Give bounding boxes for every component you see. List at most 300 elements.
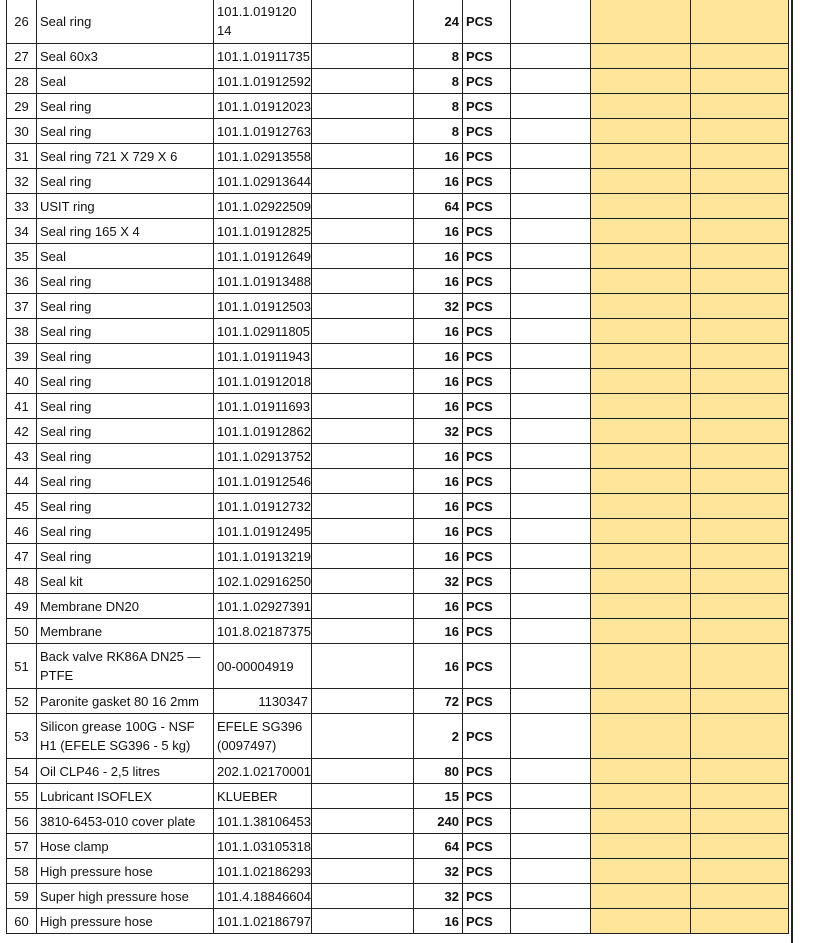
- highlighted-input-cell[interactable]: [590, 419, 690, 444]
- highlighted-input-cell[interactable]: [590, 369, 690, 394]
- item-code-cell[interactable]: 101.1.01913219: [214, 544, 312, 569]
- item-code-cell[interactable]: 101.1.01912546: [214, 469, 312, 494]
- empty-cell[interactable]: [510, 219, 590, 244]
- quantity-cell[interactable]: 8: [413, 44, 462, 69]
- highlighted-input-cell[interactable]: [690, 569, 788, 594]
- row-number-cell[interactable]: 49: [7, 594, 37, 619]
- empty-cell[interactable]: [311, 644, 413, 689]
- quantity-cell[interactable]: 16: [413, 144, 462, 169]
- highlighted-input-cell[interactable]: [690, 169, 788, 194]
- quantity-cell[interactable]: 32: [413, 294, 462, 319]
- item-name-cell[interactable]: Seal ring: [37, 344, 214, 369]
- row-number-cell[interactable]: 29: [7, 94, 37, 119]
- item-code-cell[interactable]: 102.1.02916250: [214, 569, 312, 594]
- row-number-cell[interactable]: 53: [7, 714, 37, 759]
- highlighted-input-cell[interactable]: [690, 244, 788, 269]
- row-number-cell[interactable]: 52: [7, 689, 37, 714]
- highlighted-input-cell[interactable]: [590, 519, 690, 544]
- highlighted-input-cell[interactable]: [690, 469, 788, 494]
- highlighted-input-cell[interactable]: [690, 544, 788, 569]
- empty-cell[interactable]: [311, 834, 413, 859]
- unit-cell[interactable]: PCS: [462, 494, 510, 519]
- row-number-cell[interactable]: 48: [7, 569, 37, 594]
- empty-cell[interactable]: [510, 809, 590, 834]
- highlighted-input-cell[interactable]: [690, 519, 788, 544]
- item-name-cell[interactable]: Seal ring: [37, 519, 214, 544]
- item-code-cell[interactable]: 101.1.01912592: [214, 69, 312, 94]
- highlighted-input-cell[interactable]: [690, 494, 788, 519]
- empty-cell[interactable]: [510, 344, 590, 369]
- item-name-cell[interactable]: Super high pressure hose: [37, 884, 214, 909]
- item-name-cell[interactable]: Seal ring: [37, 544, 214, 569]
- item-name-cell[interactable]: Seal ring: [37, 494, 214, 519]
- quantity-cell[interactable]: 16: [413, 469, 462, 494]
- highlighted-input-cell[interactable]: [690, 859, 788, 884]
- highlighted-input-cell[interactable]: [590, 644, 690, 689]
- row-number-cell[interactable]: 26: [7, 0, 37, 44]
- empty-cell[interactable]: [311, 69, 413, 94]
- highlighted-input-cell[interactable]: [590, 319, 690, 344]
- row-number-cell[interactable]: 33: [7, 194, 37, 219]
- row-number-cell[interactable]: 35: [7, 244, 37, 269]
- highlighted-input-cell[interactable]: [690, 319, 788, 344]
- highlighted-input-cell[interactable]: [590, 469, 690, 494]
- highlighted-input-cell[interactable]: [690, 714, 788, 759]
- item-code-cell[interactable]: KLUEBER: [214, 784, 312, 809]
- quantity-cell[interactable]: 16: [413, 644, 462, 689]
- highlighted-input-cell[interactable]: [690, 69, 788, 94]
- empty-cell[interactable]: [311, 419, 413, 444]
- empty-cell[interactable]: [311, 544, 413, 569]
- highlighted-input-cell[interactable]: [590, 544, 690, 569]
- empty-cell[interactable]: [510, 169, 590, 194]
- item-code-cell[interactable]: 101.1.01912495: [214, 519, 312, 544]
- highlighted-input-cell[interactable]: [590, 244, 690, 269]
- row-number-cell[interactable]: 32: [7, 169, 37, 194]
- highlighted-input-cell[interactable]: [690, 644, 788, 689]
- empty-cell[interactable]: [311, 219, 413, 244]
- unit-cell[interactable]: PCS: [462, 269, 510, 294]
- unit-cell[interactable]: PCS: [462, 94, 510, 119]
- highlighted-input-cell[interactable]: [590, 69, 690, 94]
- item-code-cell[interactable]: 101.1.01912023: [214, 94, 312, 119]
- item-name-cell[interactable]: Seal ring 721 X 729 X 6: [37, 144, 214, 169]
- item-code-cell[interactable]: 101.1.03105318: [214, 834, 312, 859]
- item-code-cell[interactable]: 101.1.01912763: [214, 119, 312, 144]
- item-name-cell[interactable]: Seal ring: [37, 169, 214, 194]
- empty-cell[interactable]: [510, 519, 590, 544]
- item-name-cell[interactable]: Seal 60x3: [37, 44, 214, 69]
- unit-cell[interactable]: PCS: [462, 784, 510, 809]
- item-name-cell[interactable]: 3810-6453-010 cover plate: [37, 809, 214, 834]
- empty-cell[interactable]: [510, 319, 590, 344]
- empty-cell[interactable]: [510, 834, 590, 859]
- unit-cell[interactable]: PCS: [462, 294, 510, 319]
- quantity-cell[interactable]: 16: [413, 344, 462, 369]
- row-number-cell[interactable]: 56: [7, 809, 37, 834]
- quantity-cell[interactable]: 2: [413, 714, 462, 759]
- item-code-cell[interactable]: 101.1.02913558: [214, 144, 312, 169]
- highlighted-input-cell[interactable]: [690, 809, 788, 834]
- quantity-cell[interactable]: 16: [413, 244, 462, 269]
- item-name-cell[interactable]: Seal ring: [37, 419, 214, 444]
- empty-cell[interactable]: [510, 394, 590, 419]
- row-number-cell[interactable]: 45: [7, 494, 37, 519]
- item-name-cell[interactable]: Silicon grease 100G - NSF H1 (EFELE SG396 - 5 kg): [37, 714, 214, 759]
- empty-cell[interactable]: [510, 909, 590, 934]
- item-name-cell[interactable]: Paronite gasket 80 16 2mm: [37, 689, 214, 714]
- item-code-cell[interactable]: 101.1.38106453: [214, 809, 312, 834]
- highlighted-input-cell[interactable]: [690, 884, 788, 909]
- quantity-cell[interactable]: 16: [413, 544, 462, 569]
- highlighted-input-cell[interactable]: [590, 394, 690, 419]
- highlighted-input-cell[interactable]: [590, 94, 690, 119]
- quantity-cell[interactable]: 32: [413, 859, 462, 884]
- empty-cell[interactable]: [311, 469, 413, 494]
- unit-cell[interactable]: PCS: [462, 569, 510, 594]
- quantity-cell[interactable]: 16: [413, 169, 462, 194]
- item-name-cell[interactable]: High pressure hose: [37, 909, 214, 934]
- empty-cell[interactable]: [510, 269, 590, 294]
- empty-cell[interactable]: [311, 394, 413, 419]
- item-code-cell[interactable]: 101.1.01911735: [214, 44, 312, 69]
- highlighted-input-cell[interactable]: [590, 219, 690, 244]
- item-name-cell[interactable]: Lubricant ISOFLEX: [37, 784, 214, 809]
- item-name-cell[interactable]: Seal: [37, 244, 214, 269]
- row-number-cell[interactable]: 54: [7, 759, 37, 784]
- unit-cell[interactable]: PCS: [462, 444, 510, 469]
- highlighted-input-cell[interactable]: [690, 619, 788, 644]
- highlighted-input-cell[interactable]: [590, 444, 690, 469]
- row-number-cell[interactable]: 30: [7, 119, 37, 144]
- item-code-cell[interactable]: 101.1.02913644: [214, 169, 312, 194]
- highlighted-input-cell[interactable]: [690, 344, 788, 369]
- unit-cell[interactable]: PCS: [462, 344, 510, 369]
- highlighted-input-cell[interactable]: [690, 689, 788, 714]
- quantity-cell[interactable]: 8: [413, 94, 462, 119]
- empty-cell[interactable]: [510, 714, 590, 759]
- row-number-cell[interactable]: 34: [7, 219, 37, 244]
- item-name-cell[interactable]: Back valve RK86A DN25 — PTFE: [37, 644, 214, 689]
- highlighted-input-cell[interactable]: [690, 269, 788, 294]
- unit-cell[interactable]: PCS: [462, 319, 510, 344]
- empty-cell[interactable]: [311, 689, 413, 714]
- empty-cell[interactable]: [510, 544, 590, 569]
- row-number-cell[interactable]: 40: [7, 369, 37, 394]
- item-name-cell[interactable]: USIT ring: [37, 194, 214, 219]
- unit-cell[interactable]: PCS: [462, 369, 510, 394]
- item-name-cell[interactable]: Seal ring: [37, 469, 214, 494]
- item-name-cell[interactable]: Oil CLP46 - 2,5 litres: [37, 759, 214, 784]
- highlighted-input-cell[interactable]: [590, 494, 690, 519]
- item-name-cell[interactable]: Seal ring: [37, 294, 214, 319]
- quantity-cell[interactable]: 16: [413, 269, 462, 294]
- empty-cell[interactable]: [311, 194, 413, 219]
- quantity-cell[interactable]: 8: [413, 119, 462, 144]
- empty-cell[interactable]: [510, 884, 590, 909]
- row-number-cell[interactable]: 39: [7, 344, 37, 369]
- empty-cell[interactable]: [311, 294, 413, 319]
- unit-cell[interactable]: PCS: [462, 714, 510, 759]
- quantity-cell[interactable]: 32: [413, 884, 462, 909]
- unit-cell[interactable]: PCS: [462, 594, 510, 619]
- highlighted-input-cell[interactable]: [690, 144, 788, 169]
- empty-cell[interactable]: [311, 44, 413, 69]
- unit-cell[interactable]: PCS: [462, 119, 510, 144]
- quantity-cell[interactable]: 16: [413, 494, 462, 519]
- empty-cell[interactable]: [311, 859, 413, 884]
- row-number-cell[interactable]: 58: [7, 859, 37, 884]
- highlighted-input-cell[interactable]: [690, 219, 788, 244]
- empty-cell[interactable]: [510, 784, 590, 809]
- item-name-cell[interactable]: High pressure hose: [37, 859, 214, 884]
- empty-cell[interactable]: [510, 144, 590, 169]
- item-code-cell[interactable]: 101.4.18846604: [214, 884, 312, 909]
- empty-cell[interactable]: [510, 594, 590, 619]
- highlighted-input-cell[interactable]: [590, 714, 690, 759]
- row-number-cell[interactable]: 41: [7, 394, 37, 419]
- empty-cell[interactable]: [311, 909, 413, 934]
- empty-cell[interactable]: [311, 269, 413, 294]
- empty-cell[interactable]: [311, 369, 413, 394]
- empty-cell[interactable]: [311, 494, 413, 519]
- quantity-cell[interactable]: 16: [413, 394, 462, 419]
- empty-cell[interactable]: [510, 469, 590, 494]
- item-code-cell[interactable]: 1130347: [214, 689, 312, 714]
- highlighted-input-cell[interactable]: [590, 809, 690, 834]
- item-code-cell[interactable]: 101.1.02913752: [214, 444, 312, 469]
- row-number-cell[interactable]: 44: [7, 469, 37, 494]
- empty-cell[interactable]: [510, 859, 590, 884]
- highlighted-input-cell[interactable]: [690, 444, 788, 469]
- empty-cell[interactable]: [311, 759, 413, 784]
- row-number-cell[interactable]: 36: [7, 269, 37, 294]
- highlighted-input-cell[interactable]: [690, 834, 788, 859]
- item-code-cell[interactable]: 202.1.02170001: [214, 759, 312, 784]
- empty-cell[interactable]: [311, 0, 413, 44]
- quantity-cell[interactable]: 16: [413, 519, 462, 544]
- row-number-cell[interactable]: 46: [7, 519, 37, 544]
- empty-cell[interactable]: [311, 169, 413, 194]
- highlighted-input-cell[interactable]: [590, 144, 690, 169]
- row-number-cell[interactable]: 51: [7, 644, 37, 689]
- highlighted-input-cell[interactable]: [690, 0, 788, 44]
- quantity-cell[interactable]: 72: [413, 689, 462, 714]
- empty-cell[interactable]: [311, 94, 413, 119]
- row-number-cell[interactable]: 43: [7, 444, 37, 469]
- item-name-cell[interactable]: Seal kit: [37, 569, 214, 594]
- item-code-cell[interactable]: 101.1.01912732: [214, 494, 312, 519]
- unit-cell[interactable]: PCS: [462, 244, 510, 269]
- unit-cell[interactable]: PCS: [462, 759, 510, 784]
- unit-cell[interactable]: PCS: [462, 44, 510, 69]
- highlighted-input-cell[interactable]: [590, 884, 690, 909]
- empty-cell[interactable]: [311, 144, 413, 169]
- unit-cell[interactable]: PCS: [462, 519, 510, 544]
- item-code-cell[interactable]: EFELE SG396 (0097497): [214, 714, 312, 759]
- empty-cell[interactable]: [311, 444, 413, 469]
- highlighted-input-cell[interactable]: [590, 269, 690, 294]
- highlighted-input-cell[interactable]: [690, 94, 788, 119]
- quantity-cell[interactable]: 32: [413, 419, 462, 444]
- item-code-cell[interactable]: 101.1.02186797: [214, 909, 312, 934]
- empty-cell[interactable]: [311, 784, 413, 809]
- empty-cell[interactable]: [311, 319, 413, 344]
- quantity-cell[interactable]: 16: [413, 909, 462, 934]
- highlighted-input-cell[interactable]: [590, 834, 690, 859]
- item-name-cell[interactable]: Membrane DN20: [37, 594, 214, 619]
- item-code-cell[interactable]: 101.1.01912862: [214, 419, 312, 444]
- row-number-cell[interactable]: 57: [7, 834, 37, 859]
- empty-cell[interactable]: [311, 344, 413, 369]
- item-code-cell[interactable]: 101.1.01913488: [214, 269, 312, 294]
- highlighted-input-cell[interactable]: [690, 784, 788, 809]
- highlighted-input-cell[interactable]: [590, 784, 690, 809]
- highlighted-input-cell[interactable]: [590, 689, 690, 714]
- empty-cell[interactable]: [311, 244, 413, 269]
- empty-cell[interactable]: [510, 194, 590, 219]
- quantity-cell[interactable]: 8: [413, 69, 462, 94]
- empty-cell[interactable]: [510, 619, 590, 644]
- empty-cell[interactable]: [510, 759, 590, 784]
- item-name-cell[interactable]: Seal ring: [37, 0, 214, 44]
- highlighted-input-cell[interactable]: [690, 44, 788, 69]
- row-number-cell[interactable]: 55: [7, 784, 37, 809]
- highlighted-input-cell[interactable]: [590, 194, 690, 219]
- item-name-cell[interactable]: Seal ring: [37, 269, 214, 294]
- highlighted-input-cell[interactable]: [690, 369, 788, 394]
- unit-cell[interactable]: PCS: [462, 69, 510, 94]
- highlighted-input-cell[interactable]: [590, 294, 690, 319]
- quantity-cell[interactable]: 16: [413, 444, 462, 469]
- empty-cell[interactable]: [510, 244, 590, 269]
- item-name-cell[interactable]: Seal ring: [37, 394, 214, 419]
- unit-cell[interactable]: PCS: [462, 469, 510, 494]
- unit-cell[interactable]: PCS: [462, 144, 510, 169]
- row-number-cell[interactable]: 60: [7, 909, 37, 934]
- row-number-cell[interactable]: 42: [7, 419, 37, 444]
- empty-cell[interactable]: [311, 119, 413, 144]
- quantity-cell[interactable]: 64: [413, 194, 462, 219]
- item-code-cell[interactable]: 101.1.019120 14: [214, 0, 312, 44]
- highlighted-input-cell[interactable]: [590, 44, 690, 69]
- row-number-cell[interactable]: 38: [7, 319, 37, 344]
- unit-cell[interactable]: PCS: [462, 859, 510, 884]
- item-name-cell[interactable]: Seal: [37, 69, 214, 94]
- item-name-cell[interactable]: Seal ring: [37, 119, 214, 144]
- highlighted-input-cell[interactable]: [590, 619, 690, 644]
- quantity-cell[interactable]: 24: [413, 0, 462, 44]
- row-number-cell[interactable]: 50: [7, 619, 37, 644]
- row-number-cell[interactable]: 37: [7, 294, 37, 319]
- empty-cell[interactable]: [311, 714, 413, 759]
- item-code-cell[interactable]: 101.8.02187375: [214, 619, 312, 644]
- item-code-cell[interactable]: 101.1.01912825: [214, 219, 312, 244]
- row-number-cell[interactable]: 28: [7, 69, 37, 94]
- empty-cell[interactable]: [510, 369, 590, 394]
- empty-cell[interactable]: [510, 94, 590, 119]
- highlighted-input-cell[interactable]: [590, 169, 690, 194]
- item-code-cell[interactable]: 101.1.02927391: [214, 594, 312, 619]
- row-number-cell[interactable]: 47: [7, 544, 37, 569]
- item-code-cell[interactable]: 101.1.02186293: [214, 859, 312, 884]
- item-code-cell[interactable]: 101.1.01911693: [214, 394, 312, 419]
- empty-cell[interactable]: [510, 444, 590, 469]
- empty-cell[interactable]: [311, 519, 413, 544]
- row-number-cell[interactable]: 31: [7, 144, 37, 169]
- highlighted-input-cell[interactable]: [690, 594, 788, 619]
- quantity-cell[interactable]: 16: [413, 219, 462, 244]
- quantity-cell[interactable]: 15: [413, 784, 462, 809]
- unit-cell[interactable]: PCS: [462, 419, 510, 444]
- quantity-cell[interactable]: 80: [413, 759, 462, 784]
- empty-cell[interactable]: [510, 689, 590, 714]
- empty-cell[interactable]: [311, 619, 413, 644]
- highlighted-input-cell[interactable]: [590, 569, 690, 594]
- unit-cell[interactable]: PCS: [462, 809, 510, 834]
- unit-cell[interactable]: PCS: [462, 834, 510, 859]
- empty-cell[interactable]: [510, 494, 590, 519]
- empty-cell[interactable]: [510, 119, 590, 144]
- highlighted-input-cell[interactable]: [690, 119, 788, 144]
- quantity-cell[interactable]: 64: [413, 834, 462, 859]
- empty-cell[interactable]: [311, 884, 413, 909]
- item-name-cell[interactable]: Seal ring 165 X 4: [37, 219, 214, 244]
- empty-cell[interactable]: [510, 644, 590, 689]
- highlighted-input-cell[interactable]: [690, 909, 788, 934]
- highlighted-input-cell[interactable]: [590, 594, 690, 619]
- empty-cell[interactable]: [311, 569, 413, 594]
- empty-cell[interactable]: [311, 594, 413, 619]
- empty-cell[interactable]: [510, 294, 590, 319]
- item-name-cell[interactable]: Seal ring: [37, 319, 214, 344]
- item-name-cell[interactable]: Seal ring: [37, 94, 214, 119]
- unit-cell[interactable]: PCS: [462, 619, 510, 644]
- row-number-cell[interactable]: 59: [7, 884, 37, 909]
- unit-cell[interactable]: PCS: [462, 169, 510, 194]
- unit-cell[interactable]: PCS: [462, 909, 510, 934]
- highlighted-input-cell[interactable]: [590, 859, 690, 884]
- unit-cell[interactable]: PCS: [462, 644, 510, 689]
- quantity-cell[interactable]: 16: [413, 369, 462, 394]
- item-name-cell[interactable]: Hose clamp: [37, 834, 214, 859]
- highlighted-input-cell[interactable]: [690, 419, 788, 444]
- unit-cell[interactable]: PCS: [462, 0, 510, 44]
- item-code-cell[interactable]: 101.1.01911943: [214, 344, 312, 369]
- empty-cell[interactable]: [510, 44, 590, 69]
- quantity-cell[interactable]: 16: [413, 619, 462, 644]
- highlighted-input-cell[interactable]: [690, 759, 788, 784]
- highlighted-input-cell[interactable]: [590, 344, 690, 369]
- item-code-cell[interactable]: 101.1.01912018: [214, 369, 312, 394]
- unit-cell[interactable]: PCS: [462, 689, 510, 714]
- item-name-cell[interactable]: Seal ring: [37, 444, 214, 469]
- empty-cell[interactable]: [510, 419, 590, 444]
- empty-cell[interactable]: [510, 0, 590, 44]
- highlighted-input-cell[interactable]: [590, 759, 690, 784]
- item-code-cell[interactable]: 101.1.01912503: [214, 294, 312, 319]
- item-code-cell[interactable]: 101.1.01912649: [214, 244, 312, 269]
- highlighted-input-cell[interactable]: [590, 909, 690, 934]
- quantity-cell[interactable]: 32: [413, 569, 462, 594]
- item-code-cell[interactable]: 00-00004919: [214, 644, 312, 689]
- item-name-cell[interactable]: Seal ring: [37, 369, 214, 394]
- row-number-cell[interactable]: 27: [7, 44, 37, 69]
- highlighted-input-cell[interactable]: [590, 119, 690, 144]
- highlighted-input-cell[interactable]: [590, 0, 690, 44]
- unit-cell[interactable]: PCS: [462, 884, 510, 909]
- item-name-cell[interactable]: Membrane: [37, 619, 214, 644]
